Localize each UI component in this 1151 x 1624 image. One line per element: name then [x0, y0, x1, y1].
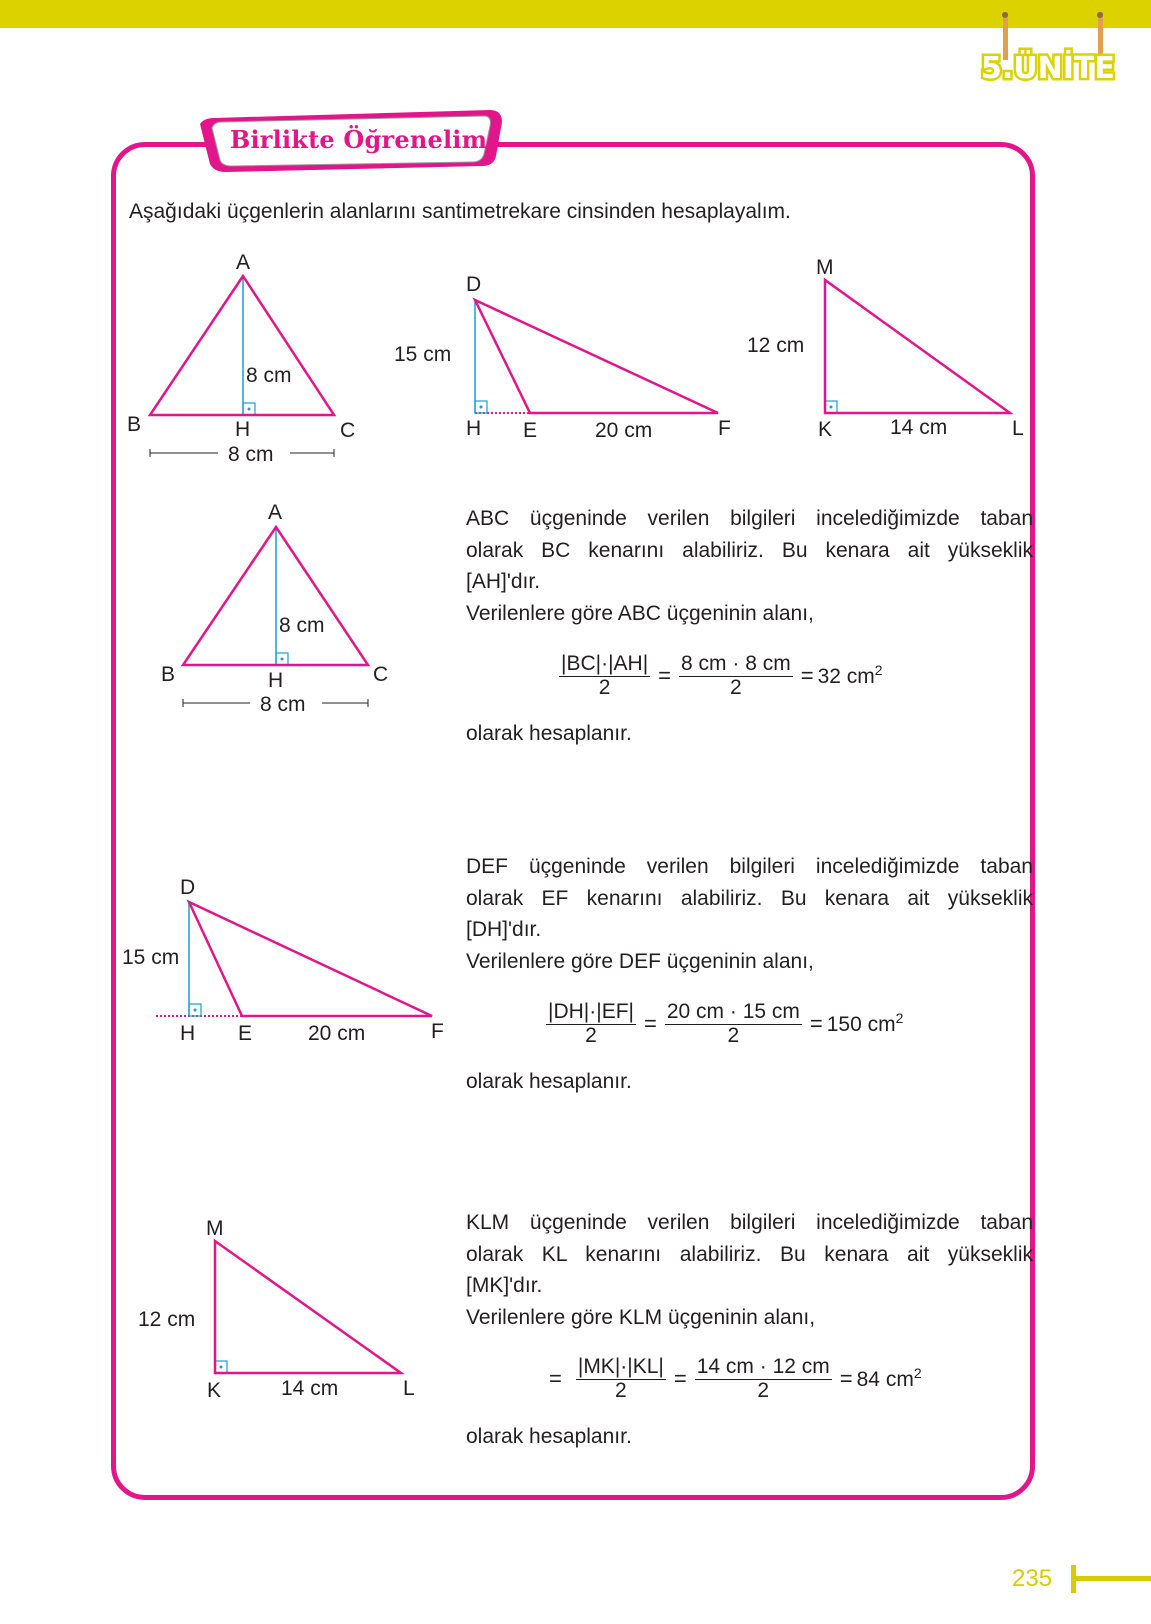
example-klm-conclusion: olarak hesaplanır.: [466, 1425, 632, 1448]
example-def-conclusion: olarak hesaplanır.: [466, 1070, 632, 1093]
svg-text:D: D: [466, 273, 482, 296]
example-triangle-klm: [135, 1215, 425, 1405]
svg-text:H: H: [235, 418, 251, 441]
svg-text:15 cm: 15 cm: [122, 946, 180, 969]
svg-text:H: H: [466, 417, 482, 440]
overview-triangle-klm: [745, 250, 1035, 450]
unit-badge-label: 5.ÜNİTE: [981, 51, 1115, 86]
svg-text:L: L: [1012, 417, 1024, 440]
svg-text:K: K: [207, 1379, 222, 1402]
svg-text:D: D: [180, 876, 196, 899]
svg-text:C: C: [373, 663, 389, 686]
svg-text:14 cm: 14 cm: [890, 416, 948, 439]
svg-text:8 cm: 8 cm: [228, 443, 274, 466]
page-marker-line: [1071, 1576, 1151, 1581]
svg-text:12 cm: 12 cm: [138, 1308, 196, 1331]
overview-triangle-abc: [120, 240, 380, 470]
example-triangle-def: [118, 870, 458, 1050]
svg-text:H: H: [180, 1022, 196, 1045]
svg-text:E: E: [523, 419, 538, 442]
svg-text:20 cm: 20 cm: [595, 419, 653, 442]
svg-text:M: M: [816, 256, 834, 279]
svg-text:L: L: [403, 1377, 415, 1400]
svg-text:F: F: [718, 417, 731, 440]
example-klm-formula: = $\frac{|MK|\cdot|KL|}{2}$ = $\frac{14 cm \cdot 12 cm}{2}$ = 84 $cm^2$: [549, 1355, 922, 1402]
svg-text:F: F: [431, 1020, 444, 1043]
svg-text:B: B: [127, 413, 142, 436]
svg-text:8 cm: 8 cm: [260, 693, 306, 716]
intro-text: Aşağıdaki üçgenlerin alanlarını santimetrekare cinsinden hesaplayalım.: [129, 200, 791, 223]
svg-text:12 cm: 12 cm: [747, 334, 805, 357]
example-def-explanation: DEF üçgeninde verilen bilgileri incelediğimizde taban olarak EF kenarını alabiliriz. Bu kenara ait yükseklik [DH]'dır. Verilenlere göre DEF üçgeninin alanı,: [466, 855, 1033, 973]
svg-text:14 cm: 14 cm: [281, 1377, 339, 1400]
svg-text:20 cm: 20 cm: [308, 1022, 366, 1045]
example-abc-explanation: ABC üçgeninde verilen bilgileri incelediğimizde taban olarak BC kenarını alabiliriz. Bu kenara ait yükseklik [AH]'dır. Verilenlere göre ABC üçgeninin alanı,: [466, 507, 1033, 625]
svg-text:8 cm: 8 cm: [279, 614, 325, 637]
svg-text:A: A: [236, 251, 251, 274]
svg-text:K: K: [818, 418, 833, 441]
svg-text:E: E: [238, 1022, 253, 1045]
section-title: Birlikte Öğrenelim: [230, 125, 488, 154]
example-abc-formula: $\frac{|BC|\cdot|AH|}{2}$ = $\frac{8 cm \cdot 8 cm}{2}$ = 32 $cm^2$: [561, 652, 883, 699]
svg-text:M: M: [206, 1217, 224, 1240]
overview-triangle-def: [390, 265, 740, 445]
svg-text:B: B: [161, 663, 176, 686]
example-def-formula: $\frac{|DH|\cdot|EF|}{2}$ = $\frac{20 cm \cdot 15 cm}{2}$ = 150 $cm^2$: [548, 1000, 904, 1047]
unit-badge: [975, 12, 1125, 92]
svg-text:15 cm: 15 cm: [394, 343, 452, 366]
example-triangle-abc: [150, 495, 410, 725]
svg-text:A: A: [268, 501, 283, 524]
page-number: 235: [1012, 1565, 1053, 1592]
example-abc-conclusion: olarak hesaplanır.: [466, 722, 632, 745]
svg-text:8 cm: 8 cm: [246, 364, 292, 387]
svg-text:C: C: [340, 419, 356, 442]
example-klm-explanation: KLM üçgeninde verilen bilgileri incelediğimizde taban olarak KL kenarını alabiliriz. Bu kenara ait yükseklik [MK]'dır. Verilenlere göre KLM üçgeninin alanı,: [466, 1211, 1033, 1329]
svg-text:H: H: [268, 669, 284, 692]
